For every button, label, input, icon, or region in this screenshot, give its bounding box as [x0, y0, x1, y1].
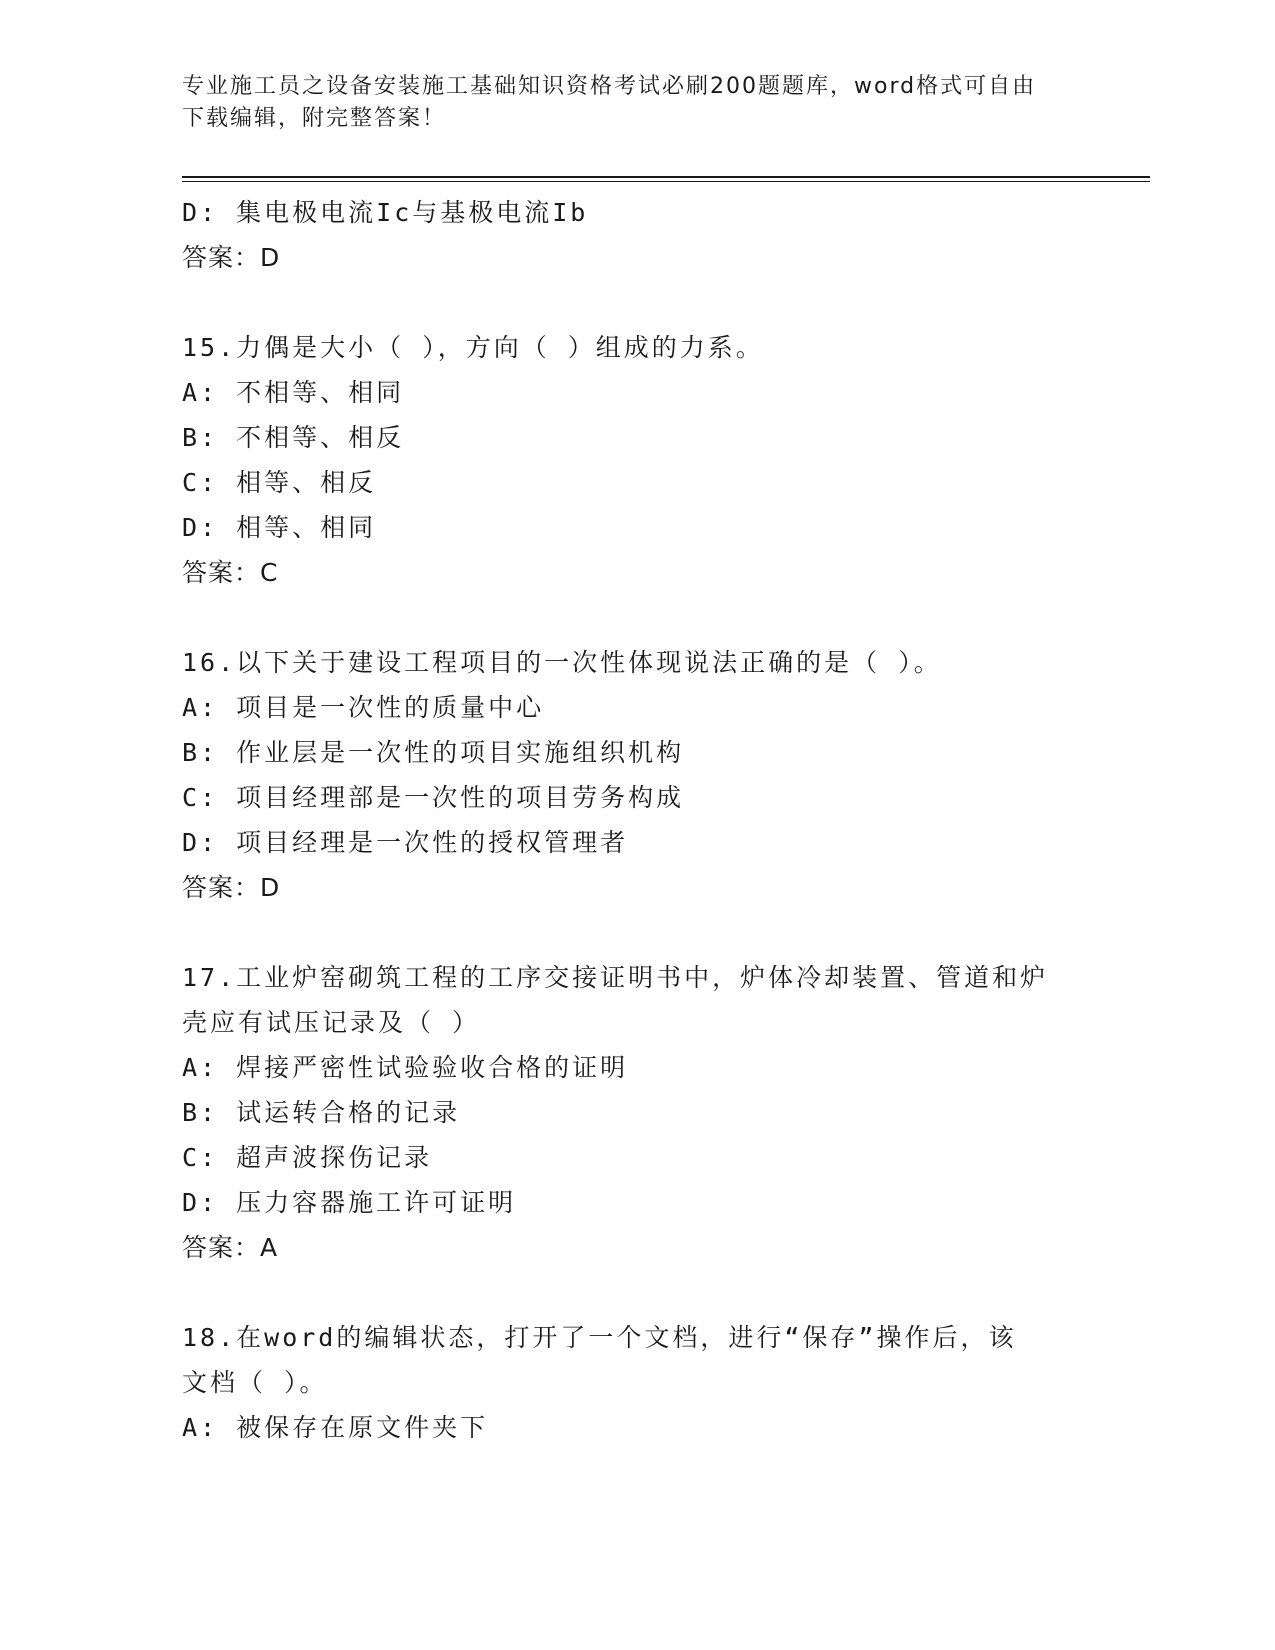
option-a: A: 被保存在原文件夹下	[182, 1413, 489, 1442]
spacer	[182, 910, 1082, 955]
spacer	[182, 280, 1082, 325]
option-d: D: 项目经理是一次性的授权管理者	[182, 828, 629, 857]
document-header	[182, 71, 1062, 135]
question-18	[182, 1315, 1082, 1450]
spacer	[182, 595, 1082, 640]
header-rule-thick	[182, 176, 1150, 178]
question-list	[182, 190, 1082, 1450]
question-16	[182, 640, 1082, 910]
answer-line: 答案：C	[182, 558, 279, 587]
option-d: D: 集电极电流Ic与基极电流Ib	[182, 198, 589, 227]
header-line-1: 专业施工员之设备安装施工基础知识资格考试必刷200题题库，word格式可自由	[182, 74, 1037, 99]
header-rule-thin	[182, 181, 1150, 182]
option-d: D: 相等、相同	[182, 513, 377, 542]
answer-line: 答案：D	[182, 873, 281, 902]
question-14-tail	[182, 190, 1082, 280]
question-stem: 15.力偶是大小（ ），方向（ ）组成的力系。	[182, 333, 764, 362]
answer-line: 答案：A	[182, 1233, 279, 1262]
answer-line: 答案：D	[182, 243, 281, 272]
option-a: A: 不相等、相同	[182, 378, 405, 407]
option-c: C: 相等、相反	[182, 468, 377, 497]
option-b: B: 作业层是一次性的项目实施组织机构	[182, 738, 685, 767]
question-stem-continued: 文档（ ）。	[182, 1368, 328, 1397]
question-stem: 16.以下关于建设工程项目的一次性体现说法正确的是（ ）。	[182, 648, 942, 677]
spacer	[182, 1270, 1082, 1315]
header-line-2: 下载编辑，附完整答案！	[182, 106, 447, 131]
question-stem-continued: 壳应有试压记录及（ ）	[182, 1008, 481, 1037]
option-c: C: 项目经理部是一次性的项目劳务构成	[182, 783, 685, 812]
option-a: A: 项目是一次性的质量中心	[182, 693, 545, 722]
option-b: B: 不相等、相反	[182, 423, 405, 452]
option-b: B: 试运转合格的记录	[182, 1098, 461, 1127]
question-stem: 18.在word的编辑状态，打开了一个文档，进行“保存”操作后，该	[182, 1323, 1017, 1352]
question-stem: 17.工业炉窑砌筑工程的工序交接证明书中，炉体冷却装置、管道和炉	[182, 963, 1049, 992]
question-17	[182, 955, 1082, 1270]
option-c: C: 超声波探伤记录	[182, 1143, 433, 1172]
option-a: A: 焊接严密性试验验收合格的证明	[182, 1053, 629, 1082]
question-15	[182, 325, 1082, 595]
option-d: D: 压力容器施工许可证明	[182, 1188, 517, 1217]
